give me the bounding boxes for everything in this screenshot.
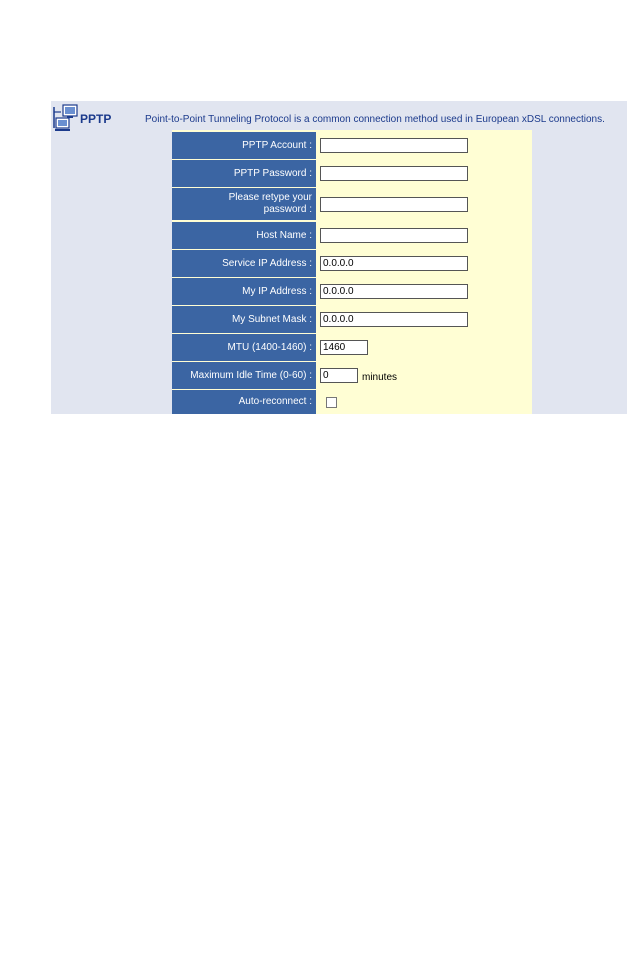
row-pptp-password: [172, 160, 532, 187]
label-retype-password: [172, 188, 316, 220]
retype-password-input[interactable]: [320, 197, 468, 212]
label-service-ip: Service IP Address :: [172, 250, 316, 277]
row-my-ip: [172, 278, 532, 305]
row-auto-reconnect: [172, 390, 532, 414]
label-retype-line2: password :: [263, 204, 312, 215]
row-host-name: [172, 222, 532, 249]
label-host-name: Host Name :: [172, 222, 316, 249]
network-computer-icon: [53, 104, 79, 132]
row-service-ip: [172, 250, 532, 277]
label-subnet-mask: My Subnet Mask :: [172, 306, 316, 333]
subnet-mask-input[interactable]: [320, 312, 468, 327]
label-mtu: MTU (1400-1460) :: [172, 334, 316, 361]
idle-time-input[interactable]: [320, 368, 358, 383]
row-mtu: [172, 334, 532, 361]
idle-time-unit: minutes: [362, 372, 398, 383]
pptp-password-input[interactable]: [320, 166, 468, 181]
label-idle-time: Maximum Idle Time (0-60) :: [172, 362, 316, 389]
label-pptp-password: PPTP Password :: [172, 160, 316, 187]
label-auto-reconnect: Auto-reconnect :: [172, 390, 316, 414]
pptp-panel: [51, 101, 627, 414]
label-retype-line1: Please retype your: [228, 192, 312, 203]
row-subnet-mask: [172, 306, 532, 333]
row-retype-password: [172, 188, 532, 220]
pptp-form: [172, 130, 532, 414]
section-description: Point-to-Point Tunneling Protocol is a common connection method used in European xDSL connections.: [145, 114, 605, 125]
row-idle-time: [172, 362, 532, 389]
pptp-account-input[interactable]: [320, 138, 468, 153]
label-pptp-account: PPTP Account :: [172, 132, 316, 159]
section-title: PPTP: [80, 112, 112, 126]
my-ip-input[interactable]: [320, 284, 468, 299]
auto-reconnect-checkbox[interactable]: [326, 397, 337, 408]
row-pptp-account: [172, 132, 532, 159]
mtu-input[interactable]: [320, 340, 368, 355]
label-my-ip: My IP Address :: [172, 278, 316, 305]
host-name-input[interactable]: [320, 228, 468, 243]
service-ip-input[interactable]: [320, 256, 468, 271]
